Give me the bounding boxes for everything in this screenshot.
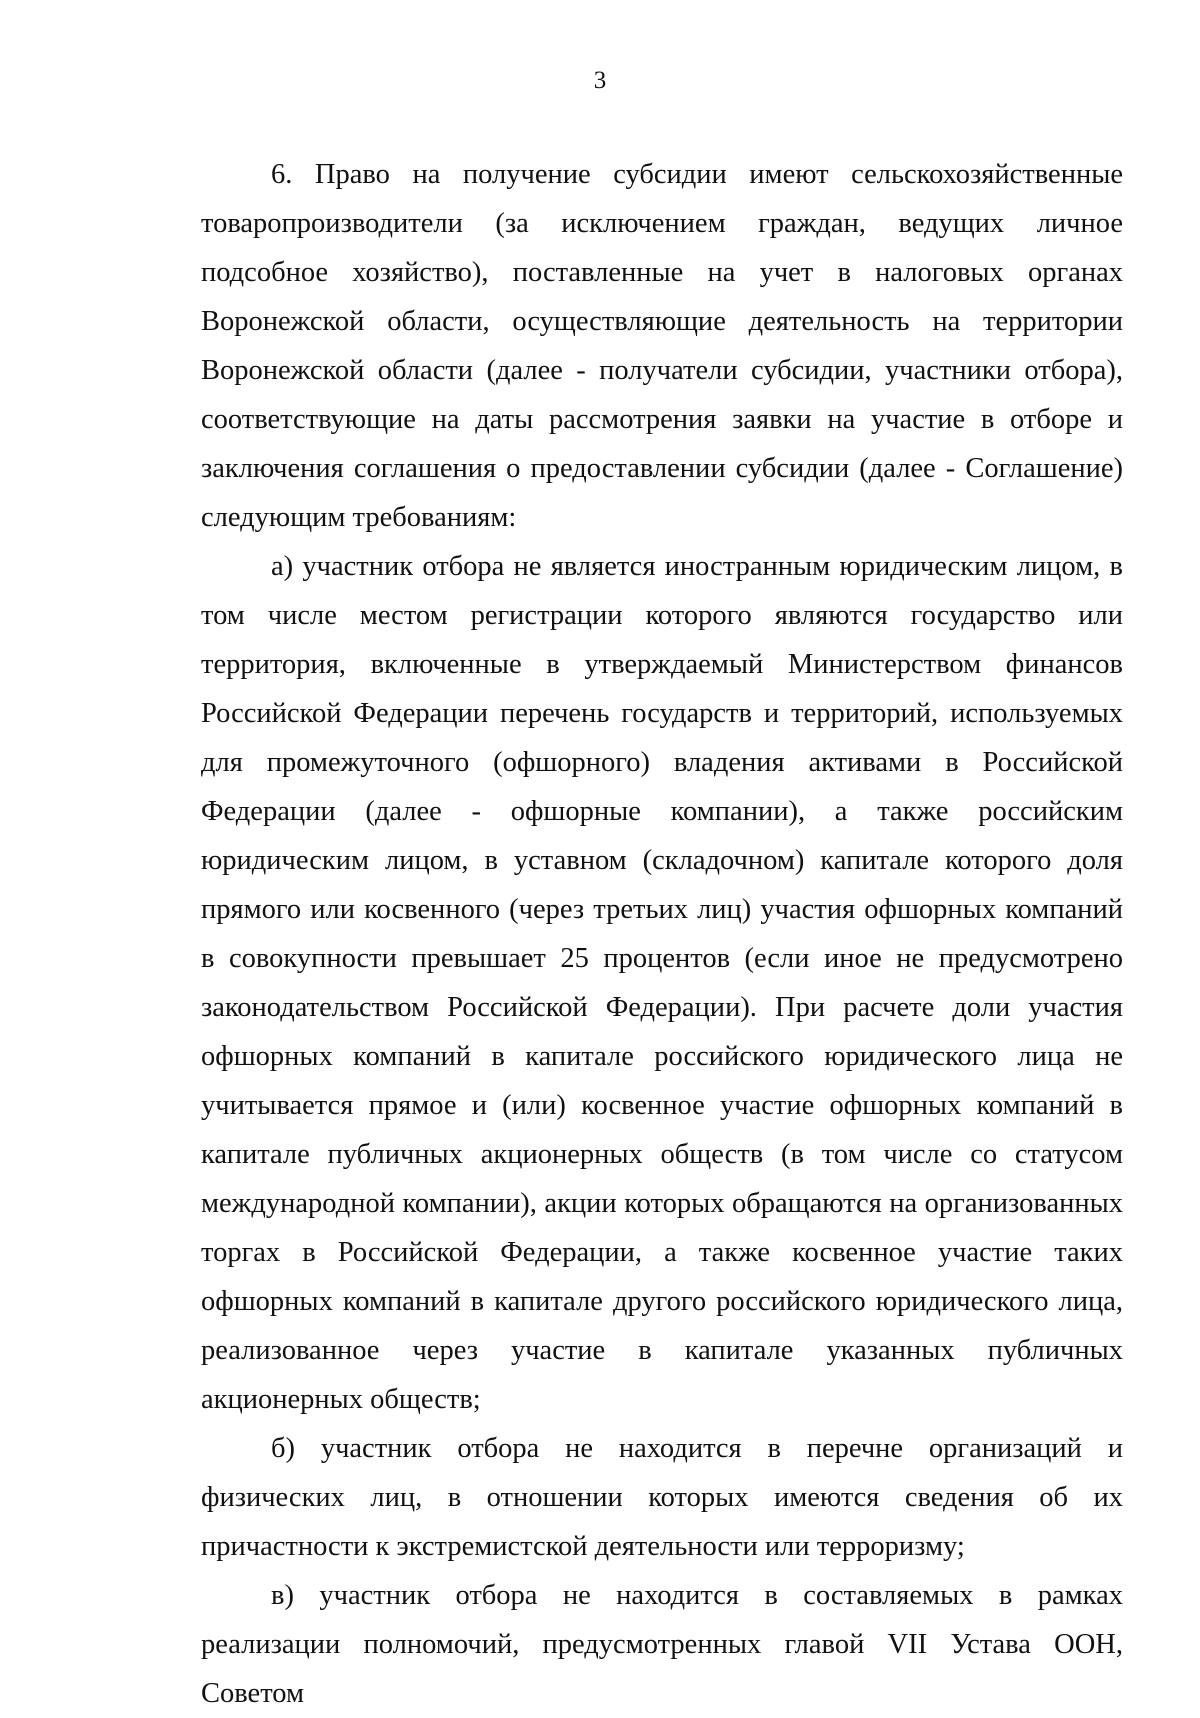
document-body [201,150,1123,1718]
paragraph-item-6: 6. Право на получение субсидии имеют сельскохозяйственные товаропроизводители (за исключением граждан, ведущих личное подсобное хозяйство), поставленные на учет в налоговых органах Воронежской области, осуществляющие деятельность на территории Воронежской области (далее - получатели субсидии, участники отбора), соответствующие на даты рассмотрения заявки на участие в отборе и заключения соглашения о предоставлении субсидии (далее - Соглашение) следующим требованиям: [201,159,1123,533]
paragraph-subitem-v: в) участник отбора не находится в составляемых в рамках реализации полномочий, предусмотренных главой VII Устава ООН, Советом [201,1580,1123,1709]
page-number: 3 [593,67,607,94]
paragraph-subitem-a: а) участник отбора не является иностранным юридическим лицом, в том числе местом регистрации которого являются государство или территория, включенные в утверждаемый Министерством финансов Российской Федерации перечень государств и территорий, используемых для промежуточного (офшорного) владения активами в Российской Федерации (далее - офшорные компании), а также российским юридическим лицом, в уставном (складочном) капитале которого доля прямого или косвенного (через третьих лиц) участия офшорных компаний в совокупности превышает 25 процентов (если иное не предусмотрено законодательством Российской Федерации). При расчете доли участия офшорных компаний в капитале российского юридического лица не учитывается прямое и (или) косвенное участие офшорных компаний в капитале публичных акционерных обществ (в том числе со статусом международной компании), акции которых обращаются на организованных торгах в Российской Федерации, а также косвенное участие таких офшорных компаний в капитале другого российского юридического лица, реализованное через участие в капитале указанных публичных акционерных обществ; [201,551,1123,1415]
paragraph-subitem-b: б) участник отбора не находится в перечне организаций и физических лиц, в отношении которых имеются сведения об их причастности к экстремистской деятельности или терроризму; [201,1433,1123,1562]
